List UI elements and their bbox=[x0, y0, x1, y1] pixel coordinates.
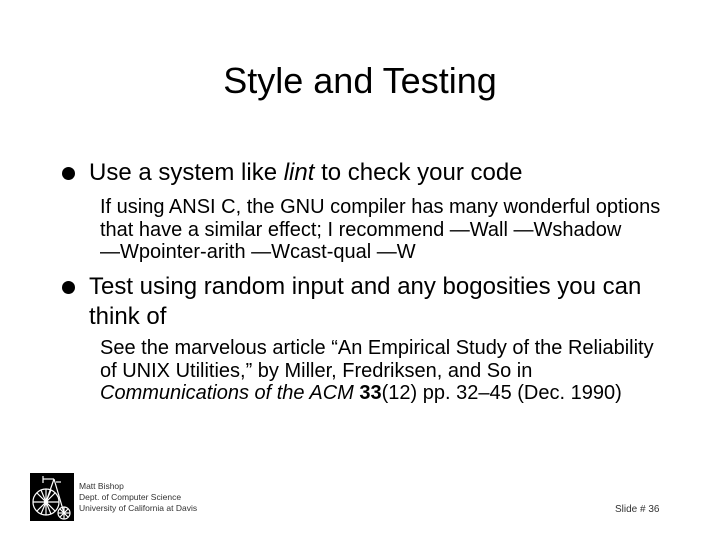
subnote-article-citation bbox=[100, 337, 654, 405]
slide-title: Style and Testing bbox=[223, 60, 497, 101]
subnote-line: See the marvelous article “An Empirical Study of the Reliability bbox=[100, 337, 654, 359]
subnote-line: —Wpointer-arith —Wcast-qual —W bbox=[100, 241, 416, 263]
bullet-item-lint-text bbox=[89, 158, 523, 188]
subnote-line-citation bbox=[100, 382, 654, 405]
bullet-circle-icon bbox=[62, 167, 75, 180]
subnote-compiler-options bbox=[100, 196, 660, 264]
subnote-line: that have a similar effect; I recommend —Wall —Wshadow bbox=[100, 218, 622, 241]
bullet1-post: to check your code bbox=[314, 159, 523, 186]
subnote-line: of UNIX Utilities,” by Miller, Fredriksen, and So in bbox=[100, 359, 533, 382]
slide-number: Slide # 36 bbox=[615, 504, 660, 515]
citation-journal-title: Communications of the ACM bbox=[100, 382, 360, 404]
subnote-line: If using ANSI C, the GNU compiler has many wonderful options bbox=[100, 196, 661, 218]
footer-credits bbox=[79, 481, 197, 514]
footer-university: University of California at Davis bbox=[79, 503, 198, 513]
bullet-item-testing bbox=[62, 272, 641, 332]
bullet2-line: Test using random input and any bogosities you can bbox=[89, 273, 642, 300]
citation-volume: 33 bbox=[359, 382, 382, 404]
bullet-item-lint bbox=[62, 158, 523, 188]
citation-pages: (12) pp. 32–45 (Dec. 1990) bbox=[381, 382, 622, 404]
bullet2-line: think of bbox=[89, 303, 167, 330]
footer-author: Matt Bishop bbox=[79, 481, 124, 491]
bullet-item-testing-text bbox=[89, 272, 641, 332]
bullet1-italic-term: lint bbox=[283, 159, 315, 186]
penny-farthing-bicycle-icon bbox=[30, 473, 74, 521]
bullet1-pre: Use a system like bbox=[89, 159, 284, 186]
bullet-circle-icon bbox=[62, 281, 75, 294]
footer-department: Dept. of Computer Science bbox=[79, 492, 182, 502]
